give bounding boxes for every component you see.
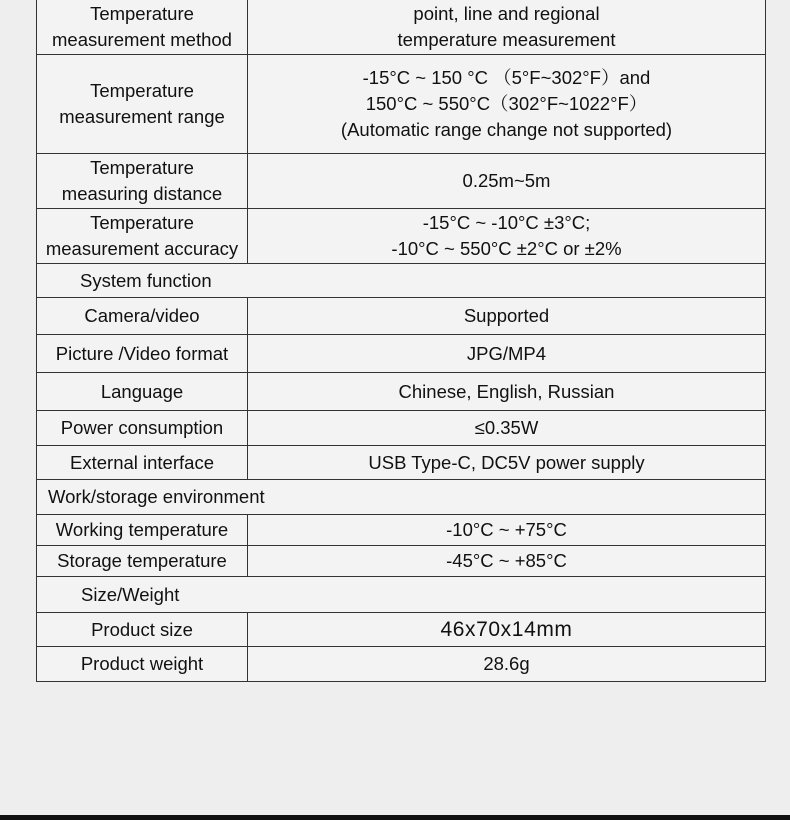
spec-value-line: -10°C ~ +75°C — [446, 519, 567, 540]
spec-table — [36, 0, 766, 682]
spec-label — [37, 546, 248, 576]
spec-value-line: 150°C ~ 550°C（302°F~1022°F） — [365, 93, 648, 114]
spec-row-temperature-measuring-distance — [36, 154, 766, 209]
spec-label-line: Product weight — [80, 653, 204, 674]
spec-label-line: Temperature — [90, 157, 194, 178]
spec-row-storage-temperature — [36, 546, 766, 577]
spec-row-picture-video-format — [36, 335, 766, 373]
spec-value-line: JPG/MP4 — [466, 342, 547, 364]
spec-label-line: Temperature — [90, 212, 194, 233]
spec-value-line: temperature measurement — [397, 29, 616, 50]
spec-label-line: Camera/video — [84, 305, 200, 326]
section-header: System function — [80, 269, 212, 291]
spec-label-line: measuring distance — [61, 183, 223, 204]
spec-value — [248, 647, 765, 681]
spec-label-line: measurement range — [59, 106, 225, 127]
spec-value-line: -15°C ~ -10°C ±3°C; — [422, 212, 591, 233]
spec-label — [37, 298, 248, 334]
spec-label — [37, 647, 248, 681]
spec-label-line: Picture /Video format — [55, 342, 229, 364]
bottom-divider — [0, 815, 790, 820]
spec-label — [37, 154, 248, 208]
section-work-storage-environment — [36, 480, 766, 515]
spec-row-language — [36, 373, 766, 411]
spec-value — [248, 515, 765, 545]
spec-value — [248, 546, 765, 576]
spec-row-power-consumption — [36, 411, 766, 446]
spec-row-product-weight — [36, 647, 766, 682]
spec-value — [248, 373, 765, 410]
spec-label — [37, 209, 248, 263]
spec-row-working-temperature — [36, 515, 766, 546]
spec-value-line: USB Type-C, DC5V power supply — [368, 451, 645, 473]
spec-label-line: measurement accuracy — [45, 238, 239, 259]
spec-label-line: Temperature — [90, 80, 194, 101]
spec-value-line: -15°C ~ 150 °C （5°F~302°F）and — [362, 67, 651, 88]
spec-value — [248, 335, 765, 372]
spec-label — [37, 0, 248, 54]
spec-row-temperature-measurement-accuracy — [36, 209, 766, 264]
spec-label — [37, 446, 248, 479]
spec-row-external-interface — [36, 446, 766, 480]
spec-label-line: Product size — [91, 618, 193, 640]
spec-value — [248, 411, 765, 445]
spec-label — [37, 335, 248, 372]
section-header: Work/storage environment — [48, 486, 265, 507]
section-size-weight — [36, 577, 766, 613]
spec-label — [37, 613, 248, 646]
spec-value — [248, 298, 765, 334]
spec-label — [37, 515, 248, 545]
spec-value — [248, 55, 765, 153]
section-header: Size/Weight — [81, 583, 180, 605]
spec-value — [248, 154, 765, 208]
spec-row-temperature-measurement-method — [36, 0, 766, 55]
spec-row-product-size — [36, 613, 766, 647]
spec-label-line: Temperature — [90, 3, 194, 24]
spec-label-line: Working temperature — [55, 519, 229, 540]
spec-value — [248, 209, 765, 263]
spec-label-line: Power consumption — [60, 417, 224, 438]
spec-label — [37, 55, 248, 153]
spec-value-line: 0.25m~5m — [462, 170, 551, 191]
spec-value — [248, 446, 765, 479]
spec-label — [37, 411, 248, 445]
spec-label — [37, 373, 248, 410]
spec-label-line: Storage temperature — [57, 550, 227, 571]
spec-value-line: Chinese, English, Russian — [398, 380, 615, 402]
spec-value-line: -10°C ~ 550°C ±2°C or ±2% — [391, 238, 622, 259]
spec-value-line: 28.6g — [483, 653, 530, 674]
spec-row-camera-video — [36, 298, 766, 335]
spec-label-line: measurement method — [52, 29, 232, 50]
spec-value-line: point, line and regional — [413, 3, 600, 24]
spec-label-line: External interface — [70, 451, 214, 473]
spec-value — [248, 0, 765, 54]
spec-value-line: (Automatic range change not supported) — [340, 119, 673, 140]
spec-label-line: Language — [100, 380, 184, 402]
spec-value-line: -45°C ~ +85°C — [446, 550, 567, 571]
spec-value-line: Supported — [463, 305, 550, 326]
row-tick-mark — [735, 681, 757, 682]
section-system-function — [36, 264, 766, 298]
spec-row-temperature-measurement-range — [36, 55, 766, 154]
spec-value-line: 46x70x14mm — [440, 617, 573, 641]
spec-value — [248, 613, 765, 646]
spec-value-line: ≤0.35W — [474, 417, 539, 438]
